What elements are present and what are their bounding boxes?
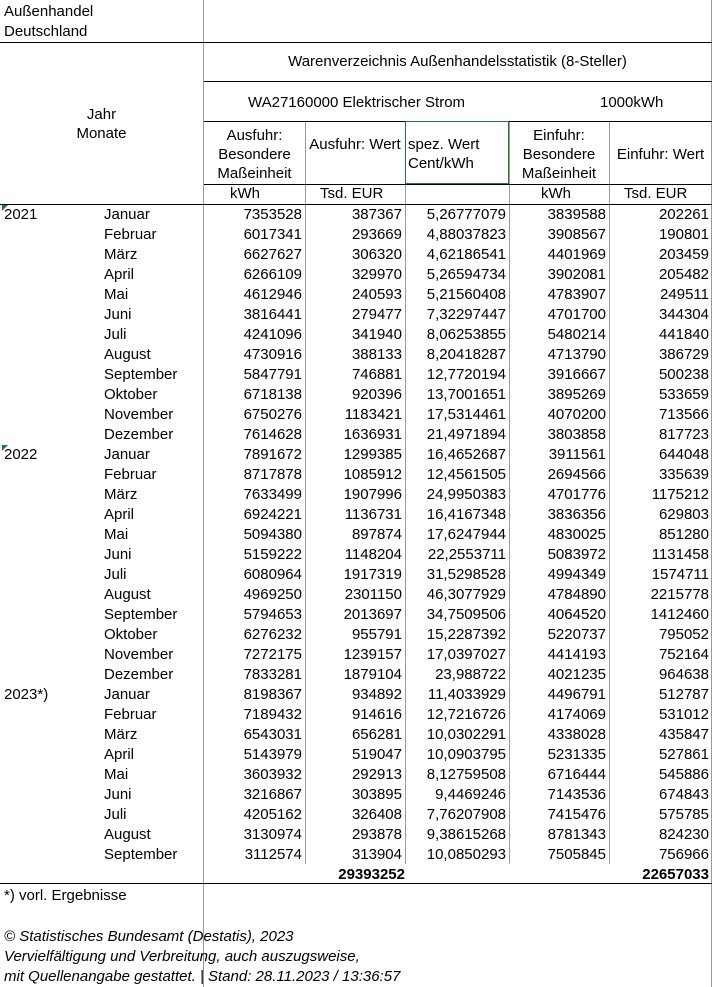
cell-c2: 2013697	[343, 606, 402, 623]
cell-month: April	[104, 266, 135, 283]
cell-c4: 4064520	[547, 606, 606, 623]
table-row	[0, 305, 715, 325]
cell-c4: 3911561	[548, 446, 606, 463]
cell-c2: 306320	[351, 246, 402, 263]
cell-c3: 12,7216726	[426, 706, 506, 723]
cell-month: September	[104, 606, 178, 623]
cell-month: Juli	[104, 806, 127, 823]
cell-c5: 203459	[658, 246, 709, 263]
cell-month: April	[104, 506, 135, 523]
unit-kwh: kWh	[541, 185, 571, 202]
unit-label: 1000kWh	[600, 94, 664, 111]
cell-c2: 2301150	[344, 586, 402, 603]
cell-c3: 16,4167348	[426, 506, 506, 523]
cell-c4: 8781343	[547, 826, 606, 843]
cell-c2: 1917319	[343, 566, 402, 583]
cell-c3: 9,38615268	[426, 826, 506, 843]
cell-c5: 545886	[658, 766, 709, 783]
cell-c5: 964638	[658, 666, 709, 683]
catalog-title: Warenverzeichnis Außenhandelsstatistik (8-Steller)	[288, 53, 627, 70]
col-header-einfuhr-wert: Einfuhr: Wert	[616, 146, 705, 163]
cell-c3: 10,0903795	[426, 746, 506, 763]
cell-c5: 205482	[658, 266, 709, 283]
cell-month: Januar	[104, 446, 150, 463]
cell-c1: 6750276	[243, 406, 302, 423]
cell-c2: 1085912	[343, 466, 402, 483]
cell-month: August	[104, 346, 151, 363]
cell-c3: 5,21560408	[426, 286, 506, 303]
cell-c5: 824230	[658, 826, 709, 843]
cell-c4: 4701700	[547, 306, 606, 323]
table-row	[0, 245, 715, 265]
cell-month: März	[104, 246, 138, 263]
cell-c3: 11,4033929	[427, 686, 506, 703]
cell-month: Juni	[104, 306, 132, 323]
cell-c1: 6276232	[243, 626, 302, 643]
cell-c2: 326408	[351, 806, 402, 823]
cell-month: Mai	[104, 766, 129, 783]
cell-month: Januar	[104, 206, 150, 223]
cell-c1: 7614628	[243, 426, 302, 443]
cell-c3: 23,988722	[435, 666, 506, 683]
cell-c5: 533659	[658, 386, 709, 403]
cell-c1: 5847791	[243, 366, 302, 383]
cell-c2: 303895	[351, 786, 402, 803]
cell-c3: 12,7720194	[426, 366, 506, 383]
cell-month: September	[104, 846, 178, 863]
cell-c5: 441840	[658, 326, 709, 343]
table-row	[0, 345, 715, 365]
cell-c4: 3895269	[547, 386, 606, 403]
cell-c5: 527861	[658, 746, 709, 763]
cell-c5: 1574711	[651, 566, 709, 583]
cell-month: Mai	[104, 286, 129, 303]
table-row	[0, 605, 715, 625]
cell-c1: 6266109	[243, 266, 302, 283]
cell-c2: 1879104	[343, 666, 402, 683]
cell-c2: 914616	[351, 706, 402, 723]
cell-c3: 22,2553711	[427, 546, 506, 563]
cell-c4: 5220737	[547, 626, 606, 643]
cell-c2: 934892	[351, 686, 402, 703]
cell-c1: 7353528	[243, 206, 302, 223]
cell-c3: 10,0302291	[426, 726, 506, 743]
col-header-einfuhr-menge: Einfuhr: Besondere Maßeinheit	[521, 127, 597, 182]
source-reproduction: Vervielfältigung und Verbreitung, auch auszugsweise,	[4, 948, 360, 965]
cell-c4: 5480214	[547, 326, 606, 343]
cell-c3: 16,4652687	[426, 446, 506, 463]
cell-month: April	[104, 746, 135, 763]
cell-c5: 1412460	[650, 606, 709, 623]
cell-c3: 8,20418287	[426, 346, 506, 363]
cell-c4: 4784890	[547, 586, 606, 603]
cell-c2: 1299385	[343, 446, 402, 463]
cell-month: November	[104, 406, 174, 423]
cell-c1: 6017341	[243, 226, 302, 243]
table-row	[0, 445, 715, 465]
cell-c2: 519047	[351, 746, 402, 763]
cell-c2: 746881	[351, 366, 402, 383]
cell-c1: 3816441	[243, 306, 302, 323]
cell-c2: 293878	[351, 826, 402, 843]
cell-c1: 5094380	[243, 526, 302, 543]
cell-c5: 202261	[658, 206, 709, 223]
cell-c5: 190801	[658, 226, 709, 243]
cell-c3: 24,9950383	[426, 486, 506, 503]
cell-c5: 644048	[658, 446, 709, 463]
cell-c5: 1175212	[651, 486, 709, 503]
col-header-ausfuhr-wert: Ausfuhr: Wert	[309, 136, 401, 153]
cell-c1: 6543031	[243, 726, 302, 743]
table-row	[0, 785, 715, 805]
cell-c4: 5083972	[547, 546, 606, 563]
cell-month: Februar	[104, 706, 157, 723]
cell-c2: 341940	[351, 326, 402, 343]
cell-c5: 435847	[658, 726, 709, 743]
cell-c1: 6924221	[243, 506, 302, 523]
cell-c2: 329970	[351, 266, 402, 283]
cell-c5: 1131458	[651, 546, 709, 563]
cell-c3: 13,7001651	[426, 386, 506, 403]
cell-c3: 5,26594734	[426, 266, 506, 283]
cell-c4: 2694566	[547, 466, 606, 483]
cell-c4: 7415476	[547, 806, 606, 823]
cell-c4: 4401969	[547, 246, 606, 263]
table-row	[0, 525, 715, 545]
cell-c5: 531012	[658, 706, 709, 723]
cell-c3: 21,4971894	[426, 426, 506, 443]
cell-month: März	[104, 726, 138, 743]
cell-c2: 292913	[351, 766, 402, 783]
cell-c1: 6080964	[243, 566, 302, 583]
cell-c3: 17,0397027	[426, 646, 506, 663]
cell-c1: 4730916	[243, 346, 302, 363]
cell-c1: 5143979	[243, 746, 302, 763]
cell-c3: 4,88037823	[426, 226, 506, 243]
unit-tsd-eur: Tsd. EUR	[320, 185, 384, 202]
cell-c2: 279477	[351, 306, 402, 323]
cell-c5: 335639	[658, 466, 709, 483]
cell-c3: 9,4469246	[435, 786, 506, 803]
table-row	[0, 545, 715, 565]
cell-c4: 3839588	[547, 206, 606, 223]
cell-month: Juni	[104, 546, 132, 563]
cell-c5: 344304	[658, 306, 709, 323]
cell-c1: 6718138	[243, 386, 302, 403]
table-row	[0, 645, 715, 665]
cell-month: September	[104, 366, 178, 383]
cell-month: März	[104, 486, 138, 503]
product-label: WA27160000 Elektrischer Strom	[248, 94, 466, 111]
cell-month: November	[104, 646, 174, 663]
header-rule	[204, 81, 712, 82]
cell-c5: 674843	[658, 786, 709, 803]
table-row	[0, 325, 715, 345]
cell-c1: 3216867	[243, 786, 302, 803]
cell-c1: 3603932	[243, 766, 302, 783]
cell-c3: 5,26777079	[426, 206, 506, 223]
cell-c3: 12,4561505	[426, 466, 506, 483]
cell-c3: 8,06253855	[426, 326, 506, 343]
cell-c5: 713566	[658, 406, 709, 423]
cell-c2: 1907996	[343, 486, 402, 503]
cell-c1: 5794653	[243, 606, 302, 623]
table-row	[0, 365, 715, 385]
cell-c5: 817723	[658, 426, 709, 443]
cell-c3: 46,3077929	[426, 586, 506, 603]
cell-c2: 1239157	[343, 646, 402, 663]
cell-c2: 240593	[351, 286, 402, 303]
cell-c3: 7,32297447	[426, 306, 506, 323]
cell-c4: 7505845	[547, 846, 606, 863]
cell-c2: 897874	[351, 526, 402, 543]
cell-year: 2023*)	[4, 686, 49, 703]
cell-c1: 6627627	[243, 246, 302, 263]
cell-c4: 3916667	[547, 366, 606, 383]
table-row	[0, 565, 715, 585]
cell-c1: 5159222	[243, 546, 302, 563]
cell-c3: 7,76207908	[426, 806, 506, 823]
cell-c4: 4496791	[547, 686, 606, 703]
cell-c2: 1136731	[344, 506, 402, 523]
cell-month: August	[104, 826, 151, 843]
table-row	[0, 425, 715, 445]
header-jahr: Jahr	[86, 106, 117, 123]
cell-c2: 1148204	[344, 546, 402, 563]
cell-c4: 4338028	[547, 726, 606, 743]
cell-c4: 5231335	[547, 746, 606, 763]
table-row	[0, 225, 715, 245]
cell-c5: 386729	[658, 346, 709, 363]
col-header-ausfuhr-menge: Ausfuhr: Besondere Maßeinheit	[217, 127, 292, 182]
table-row	[0, 805, 715, 825]
table-row	[0, 845, 715, 865]
cell-c1: 7633499	[243, 486, 302, 503]
cell-c3: 15,2287392	[426, 626, 506, 643]
cell-c1: 7189432	[243, 706, 302, 723]
cell-c5: 756966	[658, 846, 709, 863]
cell-c1: 3112574	[244, 846, 302, 863]
table-row	[0, 725, 715, 745]
cell-month: Juli	[104, 326, 127, 343]
cell-c4: 3902081	[547, 266, 606, 283]
cell-month: Februar	[104, 466, 157, 483]
cell-c2: 656281	[351, 726, 402, 743]
cell-month: Juni	[104, 786, 132, 803]
table-row	[0, 385, 715, 405]
cell-c5: 795052	[658, 626, 709, 643]
cell-c1: 4241096	[243, 326, 302, 343]
cell-c4: 4713790	[547, 346, 606, 363]
col-header-spez-wert: spez. Wert Cent/kWh	[408, 136, 480, 172]
total-ausfuhr-wert: 29393252	[338, 866, 405, 883]
unit-tsd-eur: Tsd. EUR	[624, 185, 688, 202]
cell-c3: 34,7509506	[426, 606, 506, 623]
table-row	[0, 505, 715, 525]
table-row	[0, 705, 715, 725]
table-row	[0, 585, 715, 605]
table-row	[0, 485, 715, 505]
cell-c4: 6716444	[547, 766, 606, 783]
cell-c4: 3908567	[547, 226, 606, 243]
cell-c2: 920396	[351, 386, 402, 403]
cell-c2: 388133	[351, 346, 402, 363]
table-row	[0, 405, 715, 425]
cell-c1: 7891672	[243, 446, 302, 463]
cell-c5: 249511	[660, 286, 709, 303]
title-line1: Außenhandel	[4, 3, 94, 20]
cell-month: Juli	[104, 566, 127, 583]
cell-c2: 293669	[351, 226, 402, 243]
cell-c1: 4205162	[243, 806, 302, 823]
cell-c3: 10,0850293	[426, 846, 506, 863]
cell-month: Oktober	[104, 626, 158, 643]
cell-c5: 629803	[658, 506, 709, 523]
cell-c5: 500238	[658, 366, 709, 383]
header-rule	[0, 42, 712, 43]
cell-c4: 4070200	[547, 406, 606, 423]
cell-c4: 3803858	[547, 426, 606, 443]
table-row	[0, 465, 715, 485]
cell-c3: 8,12759508	[426, 766, 506, 783]
cell-c4: 4021235	[547, 666, 606, 683]
cell-c1: 4969250	[243, 586, 302, 603]
footnote: *) vorl. Ergebnisse	[4, 887, 127, 904]
cell-c1: 3130974	[243, 826, 302, 843]
cell-c4: 4174069	[547, 706, 606, 723]
cell-year: 2021	[4, 206, 38, 223]
source-stand: mit Quellenangabe gestattet. | Stand: 28.11.2023 / 13:36:57	[4, 968, 401, 985]
cell-c2: 1183421	[344, 406, 402, 423]
cell-c2: 1636931	[343, 426, 402, 443]
cell-c4: 4414193	[547, 646, 606, 663]
table-row	[0, 765, 715, 785]
cell-c1: 8198367	[243, 686, 302, 703]
cell-c3: 31,5298528	[426, 566, 506, 583]
table-row	[0, 685, 715, 705]
table-row	[0, 265, 715, 285]
table-row	[0, 205, 715, 225]
cell-c2: 387367	[351, 206, 402, 223]
cell-month: Mai	[104, 526, 129, 543]
cell-c5: 575785	[658, 806, 709, 823]
unit-kwh: kWh	[230, 185, 260, 202]
source-copyright: © Statistisches Bundesamt (Destatis), 2023	[4, 928, 294, 945]
cell-c5: 752164	[658, 646, 709, 663]
cell-note-marker	[2, 205, 8, 211]
cell-month: Dezember	[104, 666, 174, 683]
cell-c5: 851280	[658, 526, 709, 543]
cell-month: August	[104, 586, 151, 603]
table-row	[0, 285, 715, 305]
title-line2: Deutschland	[4, 23, 88, 40]
header-monate: Monate	[76, 125, 127, 142]
cell-c1: 4612946	[243, 286, 302, 303]
cell-c4: 3836356	[547, 506, 606, 523]
cell-note-marker	[2, 445, 8, 451]
cell-month: Februar	[104, 226, 157, 243]
cell-c2: 313904	[351, 846, 402, 863]
table-row	[0, 625, 715, 645]
cell-month: Januar	[104, 686, 150, 703]
cell-year: 2022	[4, 446, 38, 463]
cell-c3: 17,6247944	[426, 526, 506, 543]
cell-c1: 7833281	[243, 666, 302, 683]
cell-c1: 7272175	[243, 646, 302, 663]
cell-c4: 7143536	[547, 786, 606, 803]
cell-c4: 4701776	[547, 486, 606, 503]
table-row	[0, 745, 715, 765]
cell-c3: 4,62186541	[426, 246, 506, 263]
total-einfuhr-wert: 22657033	[642, 866, 709, 883]
cell-c5: 512787	[658, 686, 709, 703]
cell-c2: 955791	[351, 626, 402, 643]
table-row	[0, 665, 715, 685]
cell-c3: 17,5314461	[426, 406, 506, 423]
cell-month: Dezember	[104, 426, 174, 443]
cell-c4: 4830025	[547, 526, 606, 543]
cell-c5: 2215778	[650, 586, 709, 603]
cell-c4: 4994349	[547, 566, 606, 583]
cell-month: Oktober	[104, 386, 158, 403]
table-row	[0, 825, 715, 845]
cell-c1: 8717878	[243, 466, 302, 483]
cell-c4: 4783907	[547, 286, 606, 303]
